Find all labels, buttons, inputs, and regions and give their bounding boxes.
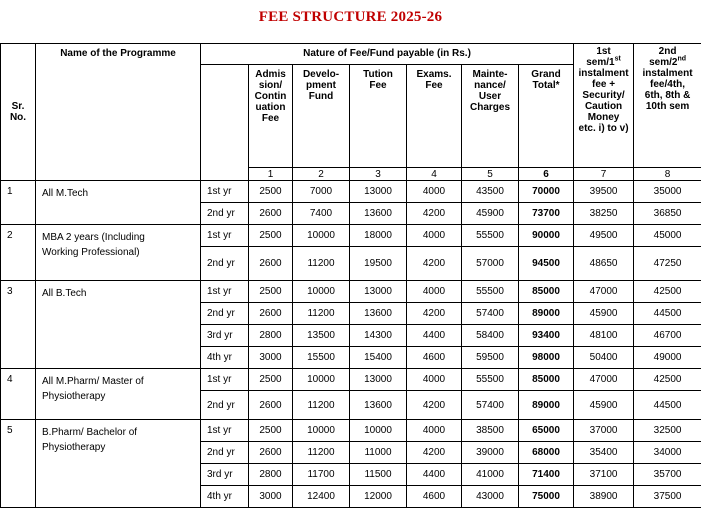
fee-cell: 43000 [462, 486, 519, 508]
grand-total-cell: 70000 [519, 181, 574, 203]
fee-cell: 3000 [249, 486, 293, 508]
fee-cell: 44500 [634, 303, 701, 325]
grand-total-cell: 73700 [519, 203, 574, 225]
fee-cell: 3000 [249, 347, 293, 369]
column-number: 2 [293, 168, 350, 181]
sr-no-cell: 4 [1, 369, 36, 420]
fee-cell: 2500 [249, 420, 293, 442]
grand-total-cell: 94500 [519, 247, 574, 281]
column-number: 7 [574, 168, 634, 181]
fee-cell: 7400 [293, 203, 350, 225]
fee-cell: 37000 [574, 420, 634, 442]
fee-cell: 14300 [350, 325, 407, 347]
table-row [1, 420, 701, 442]
fee-cell: 13000 [350, 369, 407, 391]
fee-cell: 35400 [574, 442, 634, 464]
fee-cell: 4200 [407, 442, 462, 464]
fee-cell: 35000 [634, 181, 701, 203]
fee-cell: 2600 [249, 391, 293, 420]
fee-cell: 49500 [574, 225, 634, 247]
column-number: 1 [249, 168, 293, 181]
fee-cell: 2600 [249, 247, 293, 281]
fee-cell: 37100 [574, 464, 634, 486]
fee-cell: 4200 [407, 203, 462, 225]
year-cell: 3rd yr [201, 464, 249, 486]
fee-cell: 37500 [634, 486, 701, 508]
fee-cell: 11200 [293, 442, 350, 464]
sr-no-cell: 1 [1, 181, 36, 225]
header-admission: Admis sion/ Contin uation Fee [249, 65, 293, 168]
header-exams: Exams. Fee [407, 65, 462, 168]
programme-name: All M.Tech [36, 181, 201, 225]
fee-cell: 46700 [634, 325, 701, 347]
grand-total-cell: 85000 [519, 369, 574, 391]
fee-cell: 55500 [462, 225, 519, 247]
fee-cell: 2600 [249, 442, 293, 464]
year-cell: 2nd yr [201, 203, 249, 225]
fee-cell: 11500 [350, 464, 407, 486]
sr-no-cell: 2 [1, 225, 36, 281]
page-title: FEE STRUCTURE 2025-26 [258, 9, 443, 25]
fee-cell: 44500 [634, 391, 701, 420]
grand-total-cell: 98000 [519, 347, 574, 369]
year-cell: 4th yr [201, 347, 249, 369]
fee-cell: 19500 [350, 247, 407, 281]
fee-cell: 50400 [574, 347, 634, 369]
table-row [1, 281, 701, 303]
grand-total-cell: 65000 [519, 420, 574, 442]
fee-cell: 11000 [350, 442, 407, 464]
year-cell: 3rd yr [201, 325, 249, 347]
fee-cell: 39000 [462, 442, 519, 464]
header-blank [201, 65, 249, 168]
fee-cell: 4200 [407, 391, 462, 420]
programme-name: MBA 2 years (Including Working Professional) [36, 225, 201, 281]
year-cell: 1st yr [201, 225, 249, 247]
grand-total-cell: 89000 [519, 391, 574, 420]
fee-cell: 43500 [462, 181, 519, 203]
fee-cell: 55500 [462, 369, 519, 391]
fee-cell: 42500 [634, 281, 701, 303]
header-first-sem: 1st sem/1st instalment fee + Security/ Caution Money etc. i) to v) [574, 44, 634, 168]
fee-cell: 11200 [293, 391, 350, 420]
fee-cell: 13500 [293, 325, 350, 347]
year-cell: 1st yr [201, 181, 249, 203]
fee-cell: 10000 [293, 281, 350, 303]
column-number: 3 [350, 168, 407, 181]
fee-cell: 4600 [407, 347, 462, 369]
fee-cell: 59500 [462, 347, 519, 369]
column-number: 6 [519, 168, 574, 181]
fee-cell: 4200 [407, 303, 462, 325]
header-grand-total: Grand Total* [519, 65, 574, 168]
fee-cell: 58400 [462, 325, 519, 347]
fee-cell: 4000 [407, 369, 462, 391]
grand-total-cell: 68000 [519, 442, 574, 464]
fee-cell: 10000 [293, 225, 350, 247]
fee-cell: 45900 [574, 303, 634, 325]
grand-total-cell: 71400 [519, 464, 574, 486]
fee-cell: 45900 [574, 391, 634, 420]
fee-cell: 34000 [634, 442, 701, 464]
year-cell: 2nd yr [201, 391, 249, 420]
fee-cell: 38500 [462, 420, 519, 442]
fee-cell: 18000 [350, 225, 407, 247]
programme-name: B.Pharm/ Bachelor of Physiotherapy [36, 420, 201, 508]
column-number: 5 [462, 168, 519, 181]
fee-cell: 10000 [293, 420, 350, 442]
fee-cell: 32500 [634, 420, 701, 442]
fee-cell: 57400 [462, 303, 519, 325]
fee-cell: 12400 [293, 486, 350, 508]
fee-cell: 4000 [407, 281, 462, 303]
fee-cell: 7000 [293, 181, 350, 203]
fee-cell: 47000 [574, 369, 634, 391]
fee-cell: 2500 [249, 181, 293, 203]
grand-total-cell: 93400 [519, 325, 574, 347]
fee-cell: 47250 [634, 247, 701, 281]
fee-cell: 48100 [574, 325, 634, 347]
fee-cell: 47000 [574, 281, 634, 303]
fee-cell: 13600 [350, 303, 407, 325]
column-number: 4 [407, 168, 462, 181]
table-row [1, 369, 701, 391]
fee-cell: 4000 [407, 181, 462, 203]
fee-cell: 15500 [293, 347, 350, 369]
header-sr-no: Sr. No. [1, 44, 36, 181]
header-second-sem: 2nd sem/2nd instalment fee/4th, 6th, 8th & 10th sem [634, 44, 701, 168]
grand-total-cell: 75000 [519, 486, 574, 508]
fee-cell: 49000 [634, 347, 701, 369]
number-blank [201, 168, 249, 181]
header-maintenance: Mainte- nance/ User Charges [462, 65, 519, 168]
header-programme: Name of the Programme [36, 44, 201, 181]
fee-cell: 4600 [407, 486, 462, 508]
year-cell: 2nd yr [201, 247, 249, 281]
fee-cell: 4000 [407, 420, 462, 442]
fee-cell: 15400 [350, 347, 407, 369]
fee-cell: 10000 [350, 420, 407, 442]
grand-total-cell: 85000 [519, 281, 574, 303]
year-cell: 2nd yr [201, 303, 249, 325]
fee-cell: 45900 [462, 203, 519, 225]
programme-name: All M.Pharm/ Master of Physiotherapy [36, 369, 201, 420]
fee-cell: 13600 [350, 203, 407, 225]
header-tuition: Tution Fee [350, 65, 407, 168]
table-row [1, 225, 701, 247]
fee-structure-table [0, 43, 701, 508]
grand-total-cell: 90000 [519, 225, 574, 247]
fee-cell: 2600 [249, 303, 293, 325]
fee-cell: 2800 [249, 464, 293, 486]
fee-cell: 10000 [293, 369, 350, 391]
fee-cell: 57400 [462, 391, 519, 420]
fee-cell: 39500 [574, 181, 634, 203]
fee-cell: 4000 [407, 225, 462, 247]
fee-cell: 12000 [350, 486, 407, 508]
fee-cell: 13000 [350, 181, 407, 203]
fee-cell: 2500 [249, 369, 293, 391]
fee-cell: 13600 [350, 391, 407, 420]
fee-cell: 4200 [407, 247, 462, 281]
fee-cell: 55500 [462, 281, 519, 303]
year-cell: 4th yr [201, 486, 249, 508]
programme-name: All B.Tech [36, 281, 201, 369]
fee-cell: 11200 [293, 247, 350, 281]
fee-cell: 2600 [249, 203, 293, 225]
fee-cell: 45000 [634, 225, 701, 247]
fee-cell: 48650 [574, 247, 634, 281]
fee-cell: 4400 [407, 464, 462, 486]
fee-cell: 2800 [249, 325, 293, 347]
fee-cell: 42500 [634, 369, 701, 391]
fee-cell: 38250 [574, 203, 634, 225]
year-cell: 1st yr [201, 281, 249, 303]
table-row [1, 181, 701, 203]
header-nature-of-fee: Nature of Fee/Fund payable (in Rs.) [201, 44, 574, 65]
year-cell: 1st yr [201, 369, 249, 391]
fee-cell: 4400 [407, 325, 462, 347]
fee-cell: 57000 [462, 247, 519, 281]
header-development: Develo- pment Fund [293, 65, 350, 168]
fee-cell: 11700 [293, 464, 350, 486]
fee-cell: 36850 [634, 203, 701, 225]
sr-no-cell: 3 [1, 281, 36, 369]
column-number: 8 [634, 168, 701, 181]
year-cell: 1st yr [201, 420, 249, 442]
fee-cell: 38900 [574, 486, 634, 508]
fee-cell: 13000 [350, 281, 407, 303]
fee-cell: 35700 [634, 464, 701, 486]
fee-cell: 2500 [249, 225, 293, 247]
year-cell: 2nd yr [201, 442, 249, 464]
sr-no-cell: 5 [1, 420, 36, 508]
fee-cell: 2500 [249, 281, 293, 303]
grand-total-cell: 89000 [519, 303, 574, 325]
fee-cell: 41000 [462, 464, 519, 486]
fee-cell: 11200 [293, 303, 350, 325]
